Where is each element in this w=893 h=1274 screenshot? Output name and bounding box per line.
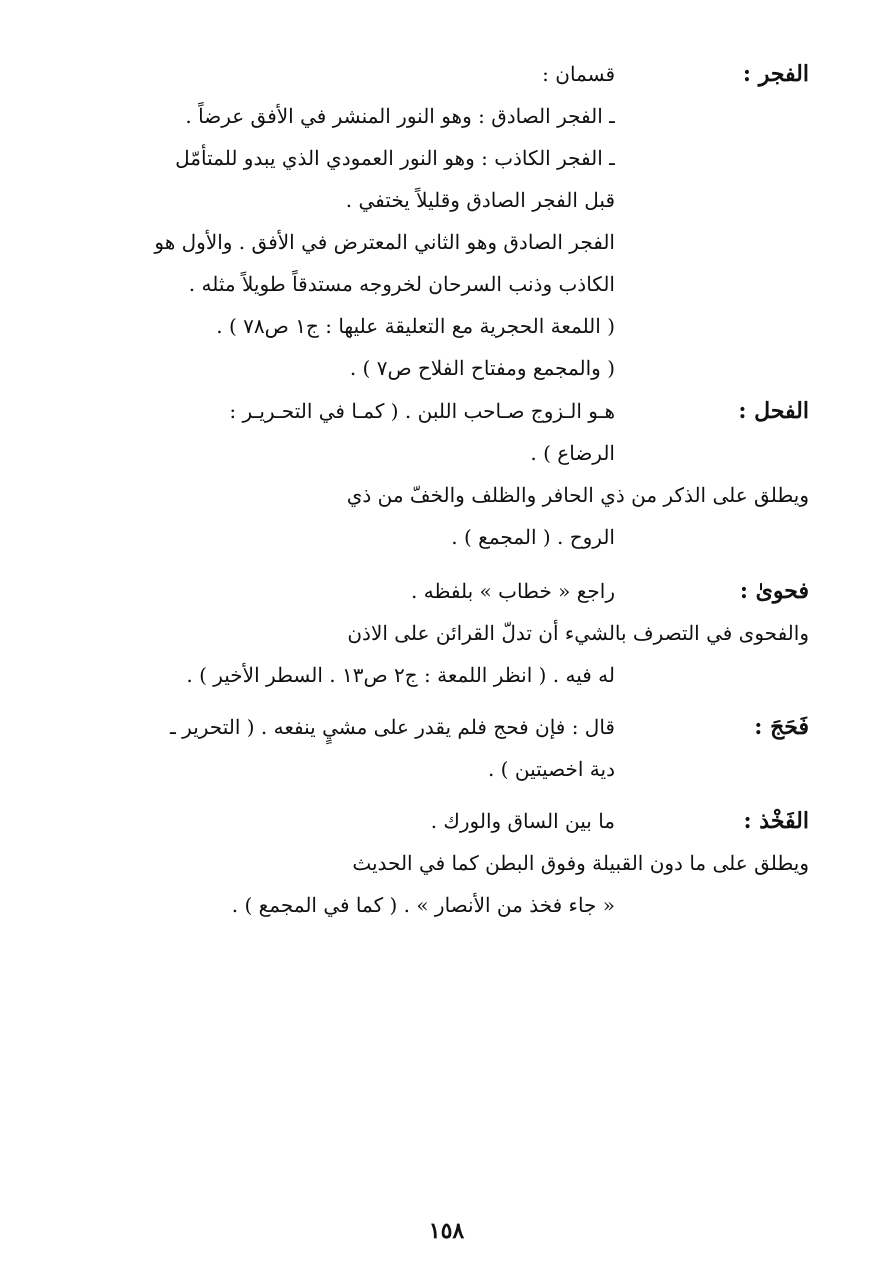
entry-alfahl [86,390,809,558]
entry-line: الروح . ( المجمع ) . [451,525,615,549]
entry-line: راجع « خطاب » بلفظه . [411,579,615,603]
entry-line: الفجر الصادق وهو الثاني المعترض في الأفق . والأول هو [154,230,615,254]
entry-line: ـ الفجر الصادق : وهو النور المنشر في الأفق عرضاً . [185,104,615,128]
page-number: ١٥٨ [428,1218,465,1244]
entry-line: دية اخصيتين ) . [487,757,615,781]
entry-line: ـ الفجر الكاذب : وهو النور العمودي الذي يبدو للمتأمّل [175,146,615,170]
entry-fahaja [86,706,809,790]
entry-line: قبل الفجر الصادق وقليلاً يختفي . [345,188,615,212]
entry-line: الرضاع ) . [530,441,615,465]
entry-term: الفَخْذ : [743,808,809,834]
entry-term: الفحل : [738,398,809,424]
entry-line: قسمان : [542,62,615,86]
entry-line: ويطلق على الذكر من ذي الحافر والظلف والخفّ من ذي [346,483,809,507]
entry-line: ( اللمعة الحجرية مع التعليقة عليها : ج١ ص٧٨ ) . [216,314,615,338]
entry-term: فحوىٰ : [739,578,809,604]
entry-line: قال : فإن فحج فلم يقدر على مشيٍ ينفعه . ( التحرير ـ [169,715,615,739]
entry-line: الكاذب وذنب السرحان لخروجه مستدقاً طويلاً مثله . [188,272,615,296]
entry-line: ويطلق على ما دون القبيلة وفوق البطن كما في الحديث [352,851,809,875]
entry-alfakhdh [86,800,809,926]
entry-line: له فيه . ( انظر اللمعة : ج٢ ص١٣ . السطر الأخير ) . [186,663,615,687]
entry-term: الفجر : [742,61,809,87]
entry-line: هـو الـزوج صـاحب اللبن . ( كمـا في التحـريـر : [229,399,615,423]
entry-line: ( والمجمع ومفتاح الفلاح ص٧ ) . [349,356,615,380]
entry-alfajr [86,53,809,389]
entry-line: ما بين الساق والورك . [430,809,615,833]
entry-line: « جاء فخذ من الأنصار » . ( كما في المجمع ) . [231,893,615,917]
entry-term: فَحَجَ : [754,714,809,740]
entry-fahwa [86,570,809,696]
entry-line: والفحوى في التصرف بالشيء أن تدلّ القرائن على الاذن [347,621,809,645]
